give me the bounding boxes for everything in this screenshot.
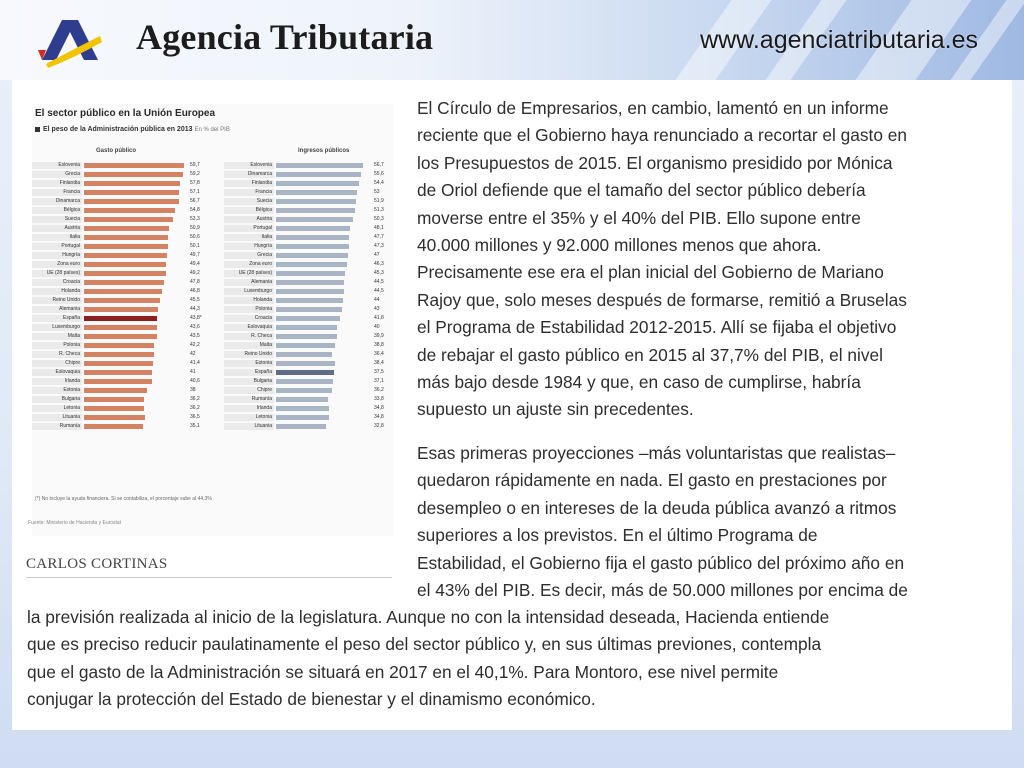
panel-header-spending: Gasto público xyxy=(96,148,137,154)
category-label: Zona euro xyxy=(32,261,82,268)
value-label: 36,4 xyxy=(374,351,384,357)
value-label: 47,8 xyxy=(190,279,200,285)
bar-mark xyxy=(84,244,168,249)
value-label: 40,6 xyxy=(190,378,200,384)
value-label: 46,3 xyxy=(374,261,384,267)
chart-row xyxy=(224,386,394,395)
category-label: Reino Unido xyxy=(32,297,82,304)
value-label: 42 xyxy=(190,351,196,357)
chart-row xyxy=(32,323,212,332)
chart-row xyxy=(32,296,212,305)
category-label: R. Checa xyxy=(32,351,82,358)
chart-row xyxy=(224,377,394,386)
text-line: Esas primeras proyecciones –más voluntaristas que realistas– xyxy=(417,443,896,463)
chart-row xyxy=(224,332,394,341)
chart-row xyxy=(32,251,212,260)
category-label: Luxemburgo xyxy=(32,324,82,331)
bar-mark xyxy=(84,298,160,303)
category-label: Francia xyxy=(32,189,82,196)
chart-row xyxy=(224,188,394,197)
category-label: Hungría xyxy=(224,243,274,250)
value-label: 47,7 xyxy=(374,234,384,240)
text-line: quedaron rápidamente en nada. El gasto en prestaciones por xyxy=(417,470,887,491)
chart-row xyxy=(224,413,394,422)
chart-title: El sector público en la Unión Europea xyxy=(35,108,216,119)
value-label: 55,6 xyxy=(374,171,384,177)
chart-row xyxy=(32,161,212,170)
bar-mark xyxy=(276,244,349,249)
value-label: 54,4 xyxy=(374,180,384,186)
category-label: Dinamarca xyxy=(32,198,82,205)
chart-row xyxy=(32,332,212,341)
text-line: más bajo desde 1984 y que, en caso de cumplirse, habría xyxy=(417,371,861,392)
chart-row xyxy=(224,260,394,269)
bar-mark xyxy=(276,388,332,393)
chart-row xyxy=(32,368,212,377)
text-line: El Círculo de Empresarios, en cambio, lamentó en un informe xyxy=(417,98,889,118)
category-label: Malta xyxy=(224,342,274,349)
value-label: 44,5 xyxy=(374,288,384,294)
value-label: 46,8 xyxy=(190,288,200,294)
bar-mark xyxy=(84,406,144,411)
chart-row xyxy=(32,242,212,251)
value-label: 45,5 xyxy=(190,297,200,303)
bar-mark xyxy=(276,190,357,195)
bar-mark xyxy=(276,316,340,321)
category-label: Bulgaria xyxy=(32,396,82,403)
bar-mark xyxy=(84,262,166,267)
value-label: 56,7 xyxy=(190,198,200,204)
chart-row xyxy=(32,260,212,269)
text-line: 40.000 millones y 92.000 millones menos que ahora. xyxy=(417,234,822,255)
value-label: 49,4 xyxy=(190,261,200,267)
author-byline: CARLOS CORTINAS xyxy=(26,556,168,572)
bar-mark xyxy=(276,325,337,330)
chart-row xyxy=(224,305,394,314)
category-label: Italia xyxy=(32,234,82,241)
bar-mark xyxy=(84,226,169,231)
chart-row xyxy=(32,179,212,188)
chart-row xyxy=(32,422,212,431)
paragraph-3 xyxy=(27,604,829,714)
chart-row xyxy=(224,350,394,359)
chart-row xyxy=(224,404,394,413)
bar-mark xyxy=(276,280,344,285)
text-line: conjugar la protección del Estado de bienestar y el dinamismo económico. xyxy=(27,689,596,710)
category-label: Malta xyxy=(32,333,82,340)
chart-row xyxy=(32,359,212,368)
bar-mark xyxy=(276,406,329,411)
value-label: 36,2 xyxy=(374,387,384,393)
chart-source: Fuente: Ministerio de Hacienda y Eurostat xyxy=(28,520,122,526)
chart-row xyxy=(224,422,394,431)
category-label: Holanda xyxy=(32,288,82,295)
chart-row xyxy=(224,170,394,179)
value-label: 50,1 xyxy=(190,243,200,249)
category-label: Bélgica xyxy=(224,207,274,214)
spending-bars xyxy=(32,161,212,431)
category-label: Hungría xyxy=(32,252,82,259)
bar-mark xyxy=(276,172,361,177)
value-label: 49,2 xyxy=(190,270,200,276)
category-label: Finlandia xyxy=(224,180,274,187)
value-label: 43,5 xyxy=(190,333,200,339)
chart-row xyxy=(32,206,212,215)
category-label: Letonia xyxy=(224,414,274,421)
bar-mark xyxy=(276,217,353,222)
category-label: Irlanda xyxy=(32,378,82,385)
category-label: Alemania xyxy=(32,306,82,313)
value-label: 40 xyxy=(374,324,380,330)
text-line: de Oriol defiende que el tamaño del sector público debería xyxy=(417,180,866,201)
chart-row xyxy=(224,224,394,233)
value-label: 35,1 xyxy=(190,423,200,429)
category-label: Eslovenia xyxy=(32,162,82,169)
bar-mark xyxy=(276,352,332,357)
category-label: Portugal xyxy=(32,243,82,250)
value-label: 50,6 xyxy=(190,234,200,240)
bar-mark xyxy=(84,172,183,177)
chart-row xyxy=(32,350,212,359)
category-label: Rumanía xyxy=(32,423,82,430)
chart-row xyxy=(224,206,394,215)
category-label: Polonia xyxy=(224,306,274,313)
value-label: 51,3 xyxy=(374,207,384,213)
chart-row xyxy=(224,296,394,305)
category-label: Holanda xyxy=(224,297,274,304)
category-label: Chipre xyxy=(32,360,82,367)
byline-divider xyxy=(26,577,392,578)
bar-mark xyxy=(84,208,175,213)
bar-mark xyxy=(276,163,363,168)
category-label: UE (28 países) xyxy=(224,270,274,277)
bar-mark xyxy=(84,424,143,429)
chart-row xyxy=(32,341,212,350)
bar-mark xyxy=(84,325,157,330)
category-label: Grecia xyxy=(32,171,82,178)
value-label: 57,8 xyxy=(190,180,200,186)
chart-row xyxy=(224,359,394,368)
chart-row xyxy=(224,323,394,332)
text-line: reciente que el Gobierno haya renunciado a recortar el gasto en xyxy=(417,125,907,146)
bar-mark xyxy=(84,289,162,294)
chart-subtitle xyxy=(35,126,230,133)
bar-mark xyxy=(84,271,166,276)
chart-row xyxy=(32,233,212,242)
text-line: desempleo o en intereses de la deuda pública avanzó a ritmos xyxy=(417,497,897,518)
chart-row xyxy=(224,215,394,224)
text-line: supuesto un ajuste sin precedentes. xyxy=(417,399,694,420)
chart-row xyxy=(32,404,212,413)
chart-row xyxy=(224,242,394,251)
chart-row xyxy=(32,377,212,386)
value-label: 45,3 xyxy=(374,270,384,276)
text-line: el 43% del PIB. Es decir, más de 50.000 millones por encima de xyxy=(417,579,908,600)
bar-mark xyxy=(276,271,345,276)
chart-row xyxy=(224,341,394,350)
category-label: Lituania xyxy=(224,423,274,430)
value-label: 32,8 xyxy=(374,423,384,429)
value-label: 50,9 xyxy=(190,225,200,231)
value-label: 37,5 xyxy=(374,369,384,375)
value-label: 38,8 xyxy=(374,342,384,348)
bar-mark xyxy=(276,289,344,294)
value-label: 34,8 xyxy=(374,414,384,420)
bar-mark xyxy=(84,397,144,402)
category-label: R. Checa xyxy=(224,333,274,340)
chart-row xyxy=(32,269,212,278)
bar-mark xyxy=(84,379,152,384)
value-label: 43 xyxy=(374,306,380,312)
bar-mark xyxy=(276,379,333,384)
bar-mark xyxy=(276,262,347,267)
bar-mark xyxy=(84,163,184,168)
value-label: 56,7 xyxy=(374,162,384,168)
bar-mark xyxy=(276,361,335,366)
category-label: Rumanía xyxy=(224,396,274,403)
category-label: Croacia xyxy=(224,315,274,322)
chart-row xyxy=(32,215,212,224)
value-label: 43,6 xyxy=(190,324,200,330)
value-label: 41,8 xyxy=(374,315,384,321)
chart-row xyxy=(224,287,394,296)
bar-mark xyxy=(276,235,349,240)
category-label: España xyxy=(224,369,274,376)
chart-footnote: (*) No incluye la ayuda financiera. Si se contabiliza, el porcentaje sube al 44,3% xyxy=(35,496,212,502)
category-label: Luxemburgo xyxy=(224,288,274,295)
value-label: 42,2 xyxy=(190,342,200,348)
bar-mark xyxy=(84,415,145,420)
bar-mark xyxy=(84,316,157,321)
bar-mark xyxy=(84,307,158,312)
value-label: 33,8 xyxy=(374,396,384,402)
chart-row xyxy=(32,224,212,233)
category-label: Grecia xyxy=(224,252,274,259)
value-label: 34,8 xyxy=(374,405,384,411)
bar-mark xyxy=(84,190,179,195)
value-label: 49,7 xyxy=(190,252,200,258)
category-label: Eslovenia xyxy=(224,162,274,169)
text-line: Rajoy que, solo meses después de formarse, remitió a Bruselas xyxy=(417,289,907,310)
text-line: de rebajar el gasto público en 2015 al 37,7% del PIB, el nivel xyxy=(417,344,883,365)
bar-mark xyxy=(84,199,179,204)
value-label: 39,9 xyxy=(374,333,384,339)
legend-square xyxy=(35,127,40,132)
chart-row xyxy=(32,170,212,179)
bar-mark xyxy=(276,370,334,375)
value-label: 36,2 xyxy=(190,405,200,411)
bar-mark xyxy=(84,217,173,222)
value-label: 38,4 xyxy=(374,360,384,366)
paragraph-2 xyxy=(417,440,908,604)
category-label: Suecia xyxy=(224,198,274,205)
bar-mark xyxy=(84,352,154,357)
text-line: el Programa de Estabilidad 2012-2015. Allí se fijaba el objetivo xyxy=(417,317,897,338)
chart-row xyxy=(224,233,394,242)
text-line: que el gasto de la Administración se situará en 2017 en el 40,1%. Para Montoro, ese nivel permite xyxy=(27,661,779,682)
value-label: 57,1 xyxy=(190,189,200,195)
chart-row xyxy=(224,161,394,170)
category-label: Finlandia xyxy=(32,180,82,187)
category-label: Francia xyxy=(224,189,274,196)
bar-mark xyxy=(276,298,343,303)
brand-name: Agencia Tributaria xyxy=(136,17,434,57)
category-label: Bélgica xyxy=(32,207,82,214)
bar-mark xyxy=(84,253,167,258)
category-label: Chipre xyxy=(224,387,274,394)
text-line: Estabilidad, el Gobierno fija el gasto público del próximo año en xyxy=(417,552,905,573)
chart-row xyxy=(224,395,394,404)
category-label: España xyxy=(32,315,82,322)
category-label: Austria xyxy=(224,216,274,223)
value-label: 48,1 xyxy=(374,225,384,231)
bar-mark xyxy=(276,208,355,213)
bar-mark xyxy=(276,334,337,339)
value-label: 38 xyxy=(190,387,196,393)
text-line: los Presupuestos de 2015. El organismo presidido por Mónica xyxy=(417,152,893,173)
bar-mark xyxy=(84,388,147,393)
bar-mark xyxy=(276,343,335,348)
bar-mark xyxy=(84,334,157,339)
bar-mark xyxy=(276,181,359,186)
value-label: 41,4 xyxy=(190,360,200,366)
bar-mark xyxy=(276,253,348,258)
value-label: 47,3 xyxy=(374,243,384,249)
bar-mark xyxy=(276,307,342,312)
category-label: UE (28 países) xyxy=(32,270,82,277)
value-label: 53 xyxy=(374,189,380,195)
value-label: 54,8 xyxy=(190,207,200,213)
category-label: Zona euro xyxy=(224,261,274,268)
chart-subtitle-text: El peso de la Administración pública en 2013 xyxy=(43,126,193,133)
chart-row xyxy=(32,197,212,206)
value-label: 36,5 xyxy=(190,414,200,420)
bar-mark xyxy=(84,361,153,366)
bar-mark xyxy=(84,370,152,375)
text-line: Precisamente ese era el plan inicial del Gobierno de Mariano xyxy=(417,262,884,283)
bar-mark xyxy=(276,199,356,204)
value-label: 41 xyxy=(190,369,196,375)
category-label: Croacia xyxy=(32,279,82,286)
value-label: 36,2 xyxy=(190,396,200,402)
value-label: 37,1 xyxy=(374,378,384,384)
category-label: Italia xyxy=(224,234,274,241)
category-label: Suecia xyxy=(32,216,82,223)
bar-mark xyxy=(84,280,164,285)
chart-row xyxy=(224,368,394,377)
bar-mark xyxy=(84,181,180,186)
category-label: Reino Unido xyxy=(224,351,274,358)
category-label: Dinamarca xyxy=(224,171,274,178)
value-label: 59,7 xyxy=(190,162,200,168)
value-label: 44 xyxy=(374,297,380,303)
revenue-bars xyxy=(224,161,394,431)
value-label: 50,3 xyxy=(374,216,384,222)
chart-row xyxy=(32,305,212,314)
category-label: Eslovaquia xyxy=(224,324,274,331)
category-label: Alemania xyxy=(224,279,274,286)
chart-row xyxy=(32,278,212,287)
chart-row xyxy=(32,395,212,404)
value-label: 43,8* xyxy=(190,315,202,321)
category-label: Letonia xyxy=(32,405,82,412)
chart-row xyxy=(32,314,212,323)
paragraph-1 xyxy=(417,95,907,424)
value-label: 47 xyxy=(374,252,380,258)
category-label: Estonia xyxy=(224,360,274,367)
value-label: 59,2 xyxy=(190,171,200,177)
text-line: que es preciso reducir paulatinamente el peso del sector público y, en sus últimas previones, contempla xyxy=(27,634,822,655)
value-label: 51,9 xyxy=(374,198,384,204)
value-label: 44,3 xyxy=(190,306,200,312)
agencia-tributaria-logo xyxy=(36,10,106,70)
category-label: Lituania xyxy=(32,414,82,421)
chart-row xyxy=(32,188,212,197)
bar-chart-figure xyxy=(28,104,394,536)
bar-mark xyxy=(84,343,154,348)
panel-header-revenue: Ingresos públicos xyxy=(298,148,350,154)
category-label: Estonia xyxy=(32,387,82,394)
category-label: Bulgaria xyxy=(224,378,274,385)
text-line: superiores a los previstos. En el último Programa de xyxy=(417,525,818,546)
bar-mark xyxy=(276,415,329,420)
category-label: Portugal xyxy=(224,225,274,232)
chart-unit: En % del PIB xyxy=(194,127,230,133)
value-label: 44,5 xyxy=(374,279,384,285)
chart-row xyxy=(224,314,394,323)
text-line: moverse entre el 35% y el 40% del PIB. Ello supone entre xyxy=(417,207,861,228)
chart-row xyxy=(32,287,212,296)
value-label: 53,3 xyxy=(190,216,200,222)
chart-row xyxy=(224,278,394,287)
bar-mark xyxy=(276,397,328,402)
category-label: Irlanda xyxy=(224,405,274,412)
category-label: Polonia xyxy=(32,342,82,349)
text-line: la previsión realizada al inicio de la legislatura. Aunque no con la intensidad deseada, Hacienda entiende xyxy=(27,607,830,627)
bar-mark xyxy=(276,424,326,429)
website-url[interactable]: www.agenciatributaria.es xyxy=(700,26,978,54)
chart-row xyxy=(224,251,394,260)
chart-row xyxy=(224,179,394,188)
category-label: Eslovaquia xyxy=(32,369,82,376)
chart-row xyxy=(224,269,394,278)
chart-row xyxy=(224,197,394,206)
chart-row xyxy=(32,413,212,422)
category-label: Austria xyxy=(32,225,82,232)
bar-mark xyxy=(84,235,168,240)
header-banner xyxy=(0,0,1024,80)
bar-mark xyxy=(276,226,350,231)
chart-row xyxy=(32,386,212,395)
